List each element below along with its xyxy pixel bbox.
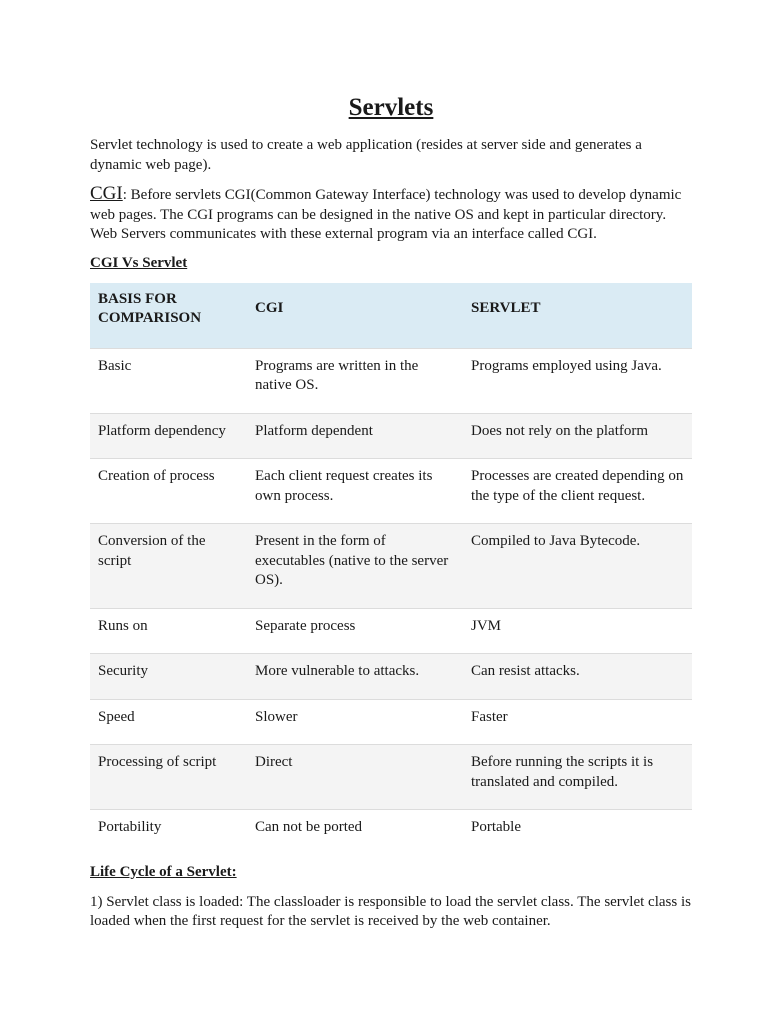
cell-cgi: Each client request creates its own process.: [255, 468, 433, 504]
cell-cgi: Programs are written in the native OS.: [255, 357, 419, 393]
cell-basis: Runs on: [98, 617, 148, 634]
table-row: [90, 745, 692, 810]
cell-cgi: Platform dependent: [255, 422, 373, 439]
header-cgi: CGI: [247, 283, 463, 349]
table-row: [90, 413, 692, 459]
cell-basis: Conversion of the script: [98, 533, 206, 569]
cell-basis: Basic: [98, 357, 132, 374]
cell-servlet: Does not rely on the platform: [471, 422, 649, 439]
table-row: [90, 654, 692, 700]
cell-basis: Processing of script: [98, 754, 217, 770]
table-row: [90, 524, 692, 609]
cell-servlet: Before running the scripts it is translated and compiled.: [471, 754, 654, 790]
cell-servlet: Processes are created depending on the type of the client request.: [471, 468, 684, 504]
cgi-term: CGI: [90, 183, 123, 204]
cell-servlet: Can resist attacks.: [471, 663, 580, 679]
table-header-row: [90, 283, 692, 349]
cell-servlet: Faster: [471, 708, 508, 725]
cgi-description: : Before servlets CGI(Common Gateway Interface) technology was used to develop dynamic web pages. The CGI programs can be designed in the native OS and kept in particular directory. Web Servers communicates with these external program via an interface called CGI.: [90, 187, 682, 242]
cgi-paragraph: [90, 184, 692, 245]
header-servlet: SERVLET: [463, 283, 692, 349]
cell-basis: Creation of process: [98, 468, 215, 484]
comparison-heading: CGI Vs Servlet: [90, 254, 188, 271]
table-row: [90, 348, 692, 413]
comparison-table: [90, 283, 692, 855]
cell-cgi: Separate process: [255, 617, 356, 634]
page-title: Servlets: [348, 94, 434, 121]
cell-basis: Speed: [98, 708, 135, 725]
cell-cgi: Direct: [255, 754, 293, 770]
cell-cgi: More vulnerable to attacks.: [255, 663, 420, 679]
cell-servlet: Portable: [471, 819, 521, 835]
cell-cgi: Present in the form of executables (native to the server OS).: [255, 533, 449, 588]
cell-cgi: Can not be ported: [255, 819, 363, 835]
cell-basis: Portability: [98, 819, 162, 835]
table-row: [90, 608, 692, 654]
cell-servlet: JVM: [471, 617, 502, 634]
lifecycle-heading: Life Cycle of a Servlet:: [90, 863, 237, 880]
lifecycle-step-1: 1) Servlet class is loaded: The classloader is responsible to load the servlet class. The servlet class is loaded when the first request for the servlet is received by the web container.: [90, 893, 691, 929]
table-row: [90, 699, 692, 745]
cell-basis: Security: [98, 663, 148, 679]
cell-basis: Platform dependency: [98, 422, 226, 439]
cell-servlet: Programs employed using Java.: [471, 357, 662, 374]
intro-paragraph: Servlet technology is used to create a web application (resides at server side and generates a dynamic web page).: [90, 137, 642, 173]
table-row: [90, 459, 692, 524]
header-basis: BASIS FOR COMPARISON: [90, 283, 247, 349]
table-row: [90, 810, 692, 855]
cell-servlet: Compiled to Java Bytecode.: [471, 533, 641, 549]
cell-cgi: Slower: [255, 708, 298, 725]
